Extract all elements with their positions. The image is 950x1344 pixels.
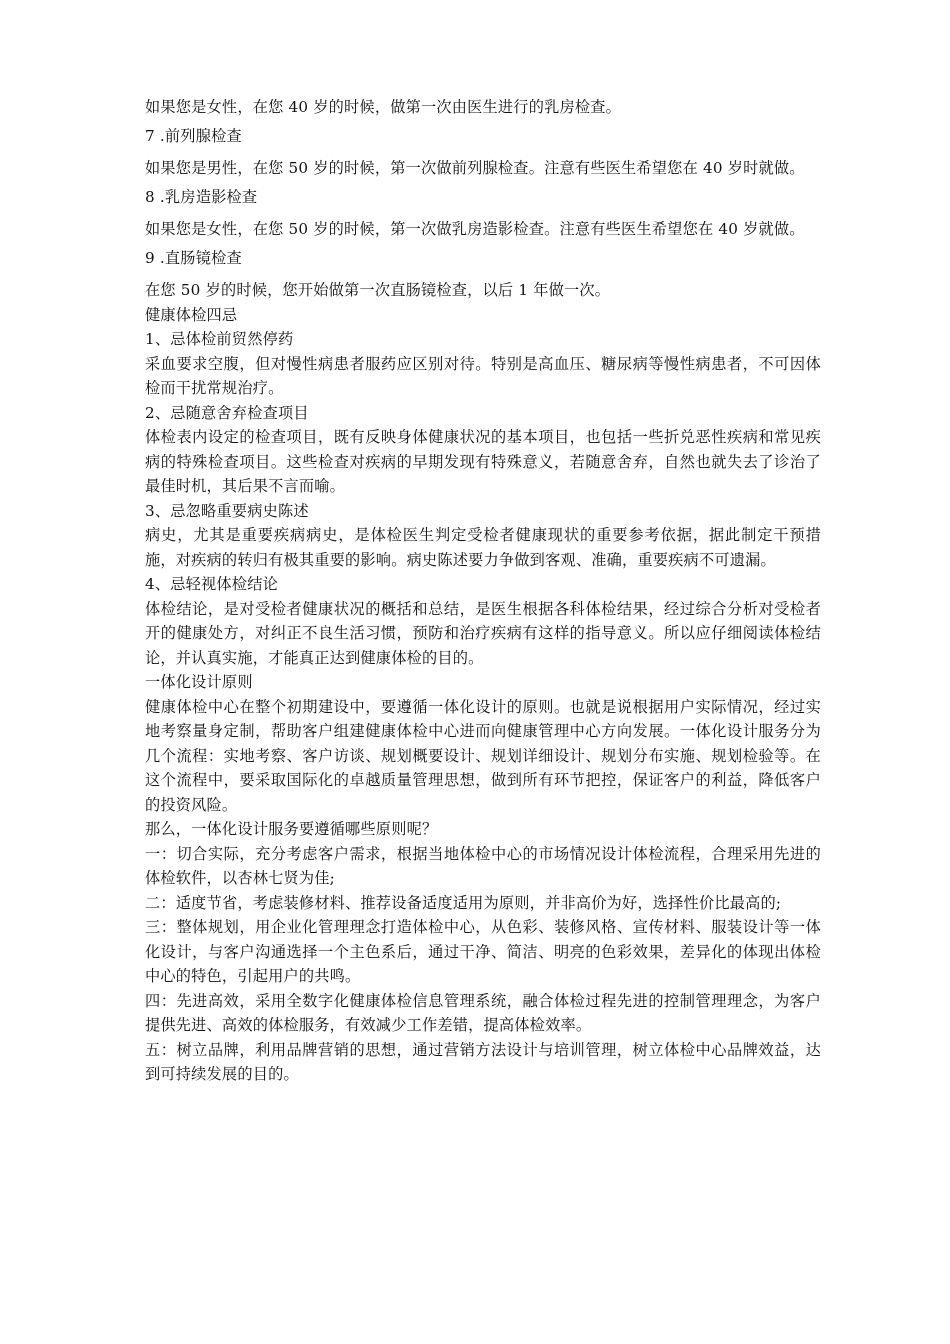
heading-four-taboos: 健康体检四忌 [145, 305, 238, 324]
paragraph-question: 那么，一体化设计服务要遵循哪些原则呢？ [145, 820, 438, 838]
paragraph-mammography: 如果您是女性，在您 50 岁的时候，第一次做乳房造影检查。注意有些医生希望您在 40 岁就做。 [145, 220, 805, 238]
paragraph-prostate-exam: 如果您是男性，在您 50 岁的时候，第一次做前列腺检查。注意有些医生希望您在 40 岁时就做。 [145, 159, 805, 177]
paragraph-taboo-2: 体检表内设定的检查项目，既有反映身体健康状况的基本项目，也包括一些折兑恶性疾病和常见疾病的特殊检查项目。这些检查对疾病的早期发现有特殊意义，若随意舍弃，自然也就失去了诊治了最佳时机，其后果不言而喻。 [145, 428, 821, 495]
document-page [145, 95, 821, 1087]
paragraph-principle-1: 一：切合实际，充分考虑客户需求，根据当地体检中心的市场情况设计体检流程，合理采用先进的体检软件，以杏林七贤为佳; [145, 844, 821, 887]
heading-mammography: 8 .乳房造影检查 [145, 187, 258, 206]
paragraph-breast-exam: 如果您是女性，在您 40 岁的时候，做第一次由医生进行的乳房检查。 [145, 98, 622, 116]
heading-taboo-1: 1、忌体检前贸然停药 [145, 330, 294, 348]
paragraph-principle-5: 五：树立品牌，利用品牌营销的思想，通过营销方法设计与培训管理，树立体检中心品牌效益，达到可持续发展的目的。 [145, 1040, 821, 1083]
paragraph-principle-2: 二：适度节省，考虑装修材料、推荐设备适度适用为原则，并非高价为好，选择性价比最高的; [145, 893, 782, 912]
heading-taboo-2: 2、忌随意舍弃检查项目 [145, 403, 309, 422]
heading-rectoscopy: 9 .直肠镜检查 [145, 248, 242, 267]
heading-taboo-3: 3、忌忽略重要病史陈述 [145, 501, 309, 520]
paragraph-taboo-1: 采血要求空腹，但对慢性病患者服药应区别对待。特别是高血压、糖尿病等慢性病患者，不可因体检而干扰常规治疗。 [145, 354, 821, 397]
paragraph-integrated-design: 健康体检中心在整个初期建设中，要遵循一体化设计的原则。也就是说根据用户实际情况，经过实地考察量身定制，帮助客户组建健康体检中心进而向健康管理中心方向发展。一体化设计服务分为几个流程：实地考察、客户访谈、规划概要设计、规划详细设计、规划分布实施、规划检验等。在这个流程中，要采取国际化的卓越质量管理思想，做到所有环节把控，保证客户的利益，降低客户的投资风险。 [145, 697, 821, 814]
heading-integrated-design: 一体化设计原则 [145, 673, 253, 691]
paragraph-taboo-3: 病史，尤其是重要疾病病史，是体检医生判定受检者健康现状的重要参考依据，据此制定干预措施，对疾病的转归有极其重要的影响。病史陈述要力争做到客观、准确，重要疾病不可遗漏。 [145, 526, 821, 569]
paragraph-principle-3: 三：整体规划，用企业化管理理念打造体检中心，从色彩、装修风格、宣传材料、服装设计等一体化设计，与客户沟通选择一个主色系后，通过干净、简洁、明亮的色彩效果，差异化的体现出体检中心的特色，引起用户的共鸣。 [145, 918, 821, 985]
paragraph-rectoscopy: 在您 50 岁的时候，您开始做第一次直肠镜检查，以后 1 年做一次。 [145, 281, 611, 299]
heading-taboo-4: 4、忌轻视体检结论 [145, 575, 278, 593]
paragraph-principle-4: 四：先进高效，采用全数字化健康体检信息管理系统，融合体检过程先进的控制管理理念，为客户提供先进、高效的体检服务，有效减少工作差错，提高体检效率。 [145, 991, 821, 1034]
paragraph-taboo-4: 体检结论，是对受检者健康状况的概括和总结，是医生根据各科体检结果，经过综合分析对受检者开的健康处方，对纠正不良生活习惯，预防和治疗疾病有这样的指导意义。所以应仔细阅读体检结论，并认真实施，才能真正达到健康体检的目的。 [145, 599, 821, 667]
heading-prostate-exam: 7 .前列腺检查 [145, 126, 242, 145]
